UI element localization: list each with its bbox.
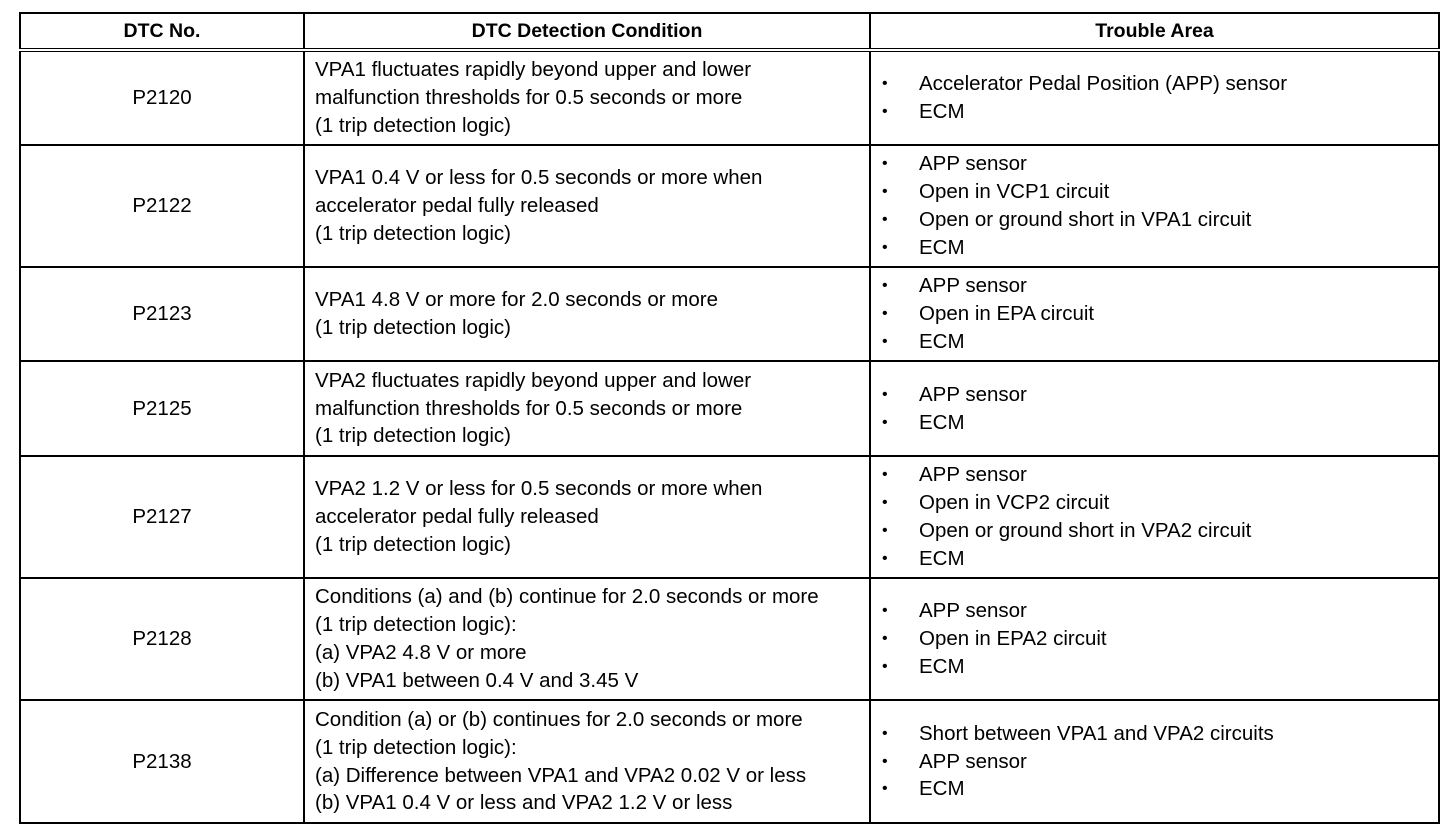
condition-line: VPA1 fluctuates rapidly beyond upper and lower — [315, 58, 752, 82]
detection-condition-cell — [304, 700, 870, 823]
trouble-area-text: Open in VCP1 circuit — [919, 180, 1110, 204]
table-body — [20, 50, 1439, 823]
trouble-area-item — [871, 720, 1438, 748]
dtc-code-cell: P2125 — [20, 361, 304, 456]
condition-line: (1 trip detection logic) — [315, 532, 511, 556]
trouble-area-list — [871, 597, 1438, 680]
trouble-area-text: ECM — [919, 654, 965, 678]
condition-line: VPA1 0.4 V or less for 0.5 seconds or more when — [315, 166, 763, 190]
condition-line: VPA1 4.8 V or more for 2.0 seconds or more — [315, 288, 718, 312]
trouble-area-item — [871, 625, 1438, 653]
trouble-area-cell — [870, 578, 1439, 700]
trouble-area-item — [871, 545, 1438, 573]
condition-line: (b) VPA1 between 0.4 V and 3.45 V — [315, 668, 639, 692]
trouble-area-text: Short between VPA1 and VPA2 circuits — [919, 721, 1274, 745]
trouble-area-cell — [870, 50, 1439, 145]
condition-line: (1 trip detection logic): — [315, 735, 517, 759]
trouble-area-cell — [870, 361, 1439, 456]
trouble-area-list — [871, 150, 1438, 261]
condition-line: (1 trip detection logic): — [315, 613, 517, 637]
trouble-area-text: APP sensor — [919, 599, 1027, 623]
dtc-code-cell: P2138 — [20, 700, 304, 823]
bullet-icon: • — [882, 522, 888, 539]
bullet-icon: • — [882, 602, 888, 620]
trouble-area-list — [871, 272, 1438, 355]
condition-line: (1 trip detection logic) — [315, 316, 511, 339]
bullet-icon: • — [882, 657, 888, 675]
condition-line: (1 trip detection logic) — [315, 424, 511, 448]
trouble-area-item — [871, 597, 1438, 625]
trouble-area-text: ECM — [919, 546, 965, 570]
bullet-icon: • — [882, 494, 888, 512]
trouble-area-cell — [870, 456, 1439, 578]
bullet-icon: • — [882, 724, 888, 742]
trouble-area-cell — [870, 145, 1439, 267]
trouble-area-text: Open in EPA circuit — [919, 302, 1095, 326]
trouble-area-text: ECM — [919, 329, 965, 353]
bullet-icon: • — [882, 780, 888, 798]
condition-line: (a) VPA2 4.8 V or more — [315, 641, 527, 664]
detection-condition-cell — [304, 50, 870, 145]
trouble-area-list — [871, 720, 1438, 803]
trouble-area-text: Accelerator Pedal Position (APP) sensor — [919, 72, 1288, 96]
bullet-icon: • — [882, 413, 888, 431]
dtc-code-cell: P2128 — [20, 578, 304, 700]
bullet-icon: • — [882, 211, 888, 228]
trouble-area-text: APP sensor — [919, 382, 1027, 406]
dtc-table — [19, 12, 1440, 824]
table-row — [20, 456, 1439, 578]
table-row — [20, 700, 1439, 823]
dtc-code-cell: P2120 — [20, 50, 304, 145]
condition-line: (a) Difference between VPA1 and VPA2 0.02 V or less — [315, 763, 807, 787]
detection-condition-cell — [304, 267, 870, 361]
condition-line: accelerator pedal fully released — [315, 505, 599, 529]
table-row — [20, 267, 1439, 361]
header-row — [20, 13, 1439, 50]
trouble-area-list — [871, 70, 1438, 126]
bullet-icon: • — [882, 752, 888, 770]
trouble-area-text: Open in VCP2 circuit — [919, 491, 1110, 515]
trouble-area-text: ECM — [919, 410, 965, 434]
trouble-area-text: APP sensor — [919, 152, 1027, 176]
header-trouble-area: Trouble Area — [870, 13, 1439, 50]
trouble-area-item — [871, 300, 1438, 328]
bullet-icon: • — [882, 155, 888, 173]
dtc-code-cell: P2127 — [20, 456, 304, 578]
trouble-area-item — [871, 178, 1438, 206]
condition-line: malfunction thresholds for 0.5 seconds or more — [315, 86, 743, 110]
trouble-area-item — [871, 517, 1438, 545]
condition-line: (b) VPA1 0.4 V or less and VPA2 1.2 V or less — [315, 791, 733, 815]
detection-condition-cell — [304, 145, 870, 267]
trouble-area-item — [871, 272, 1438, 300]
trouble-area-list — [871, 461, 1438, 572]
bullet-icon: • — [882, 466, 888, 484]
trouble-area-text: APP sensor — [919, 274, 1027, 298]
trouble-area-item — [871, 489, 1438, 517]
table-row — [20, 145, 1439, 267]
condition-line: Condition (a) or (b) continues for 2.0 seconds or more — [315, 707, 803, 731]
table-row — [20, 578, 1439, 700]
trouble-area-cell — [870, 700, 1439, 823]
trouble-area-text: ECM — [919, 100, 965, 123]
trouble-area-item — [871, 409, 1438, 437]
condition-line: VPA2 fluctuates rapidly beyond upper and lower — [315, 368, 752, 392]
header-detection-condition: DTC Detection Condition — [304, 13, 870, 50]
trouble-area-list — [871, 381, 1438, 437]
trouble-area-item — [871, 206, 1438, 234]
detection-condition-cell — [304, 456, 870, 578]
trouble-area-item — [871, 150, 1438, 178]
bullet-icon: • — [882, 385, 888, 403]
condition-line: (1 trip detection logic) — [315, 113, 511, 137]
trouble-area-item — [871, 98, 1438, 126]
trouble-area-item — [871, 461, 1438, 489]
bullet-icon: • — [882, 549, 888, 567]
condition-line: accelerator pedal fully released — [315, 194, 599, 218]
bullet-icon: • — [882, 183, 888, 201]
header-dtc-no: DTC No. — [20, 13, 304, 50]
trouble-area-text: APP sensor — [919, 749, 1027, 773]
bullet-icon: • — [882, 238, 888, 256]
trouble-area-cell — [870, 267, 1439, 361]
condition-line: Conditions (a) and (b) continue for 2.0 seconds or more — [315, 585, 819, 609]
bullet-icon: • — [882, 277, 888, 295]
trouble-area-item — [871, 70, 1438, 98]
trouble-area-item — [871, 381, 1438, 409]
trouble-area-text: ECM — [919, 777, 965, 801]
detection-condition-cell — [304, 361, 870, 456]
table-row — [20, 361, 1439, 456]
bullet-icon: • — [882, 332, 888, 350]
dtc-code-cell: P2123 — [20, 267, 304, 361]
trouble-area-text: APP sensor — [919, 463, 1027, 487]
trouble-area-item — [871, 748, 1438, 776]
condition-line: VPA2 1.2 V or less for 0.5 seconds or more when — [315, 477, 763, 501]
trouble-area-text: Open in EPA2 circuit — [919, 627, 1107, 651]
condition-line: (1 trip detection logic) — [315, 221, 511, 245]
trouble-area-item — [871, 653, 1438, 681]
bullet-icon: • — [882, 103, 888, 120]
trouble-area-item — [871, 775, 1438, 803]
trouble-area-item — [871, 328, 1438, 356]
bullet-icon: • — [882, 75, 888, 93]
bullet-icon: • — [882, 305, 888, 323]
table-header — [20, 13, 1439, 50]
trouble-area-text: Open or ground short in VPA2 circuit — [919, 519, 1252, 542]
trouble-area-item — [871, 234, 1438, 262]
bullet-icon: • — [882, 630, 888, 648]
condition-line: malfunction thresholds for 0.5 seconds or more — [315, 396, 743, 420]
dtc-code-cell: P2122 — [20, 145, 304, 267]
trouble-area-text: Open or ground short in VPA1 circuit — [919, 208, 1252, 231]
detection-condition-cell — [304, 578, 870, 700]
trouble-area-text: ECM — [919, 235, 965, 259]
table-row — [20, 50, 1439, 145]
